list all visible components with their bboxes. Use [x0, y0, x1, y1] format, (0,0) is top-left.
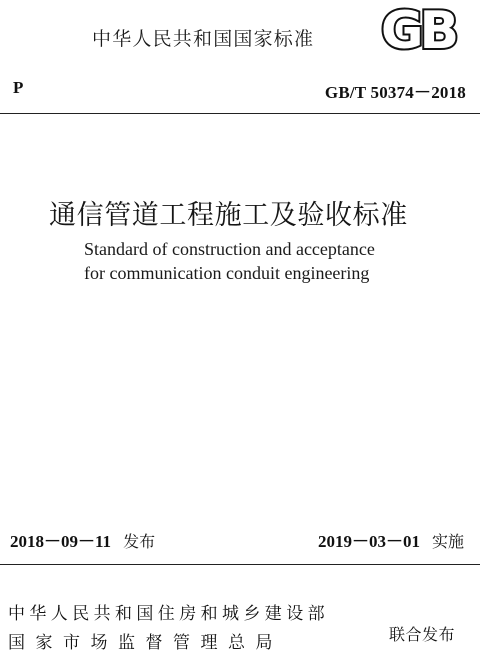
gb-logo-text: GB — [380, 4, 456, 54]
implement-date: 2019－03－01 — [317, 532, 420, 551]
implement-label: 实施 — [431, 532, 464, 551]
footer-divider — [0, 564, 480, 565]
gb-logo — [372, 4, 464, 54]
title-en-line-1: Standard of construction and acceptance — [84, 239, 375, 259]
issuer-ministry: 中华人民共和国住房和城乡建设部 — [8, 604, 329, 624]
issue-date: 2018－09－11 — [10, 532, 112, 551]
issue-label: 发布 — [123, 532, 156, 551]
classification-code: P — [13, 78, 24, 97]
national-standard-title: 中华人民共和国国家标准 — [92, 28, 315, 50]
header-divider — [0, 113, 480, 114]
title-en-line-2: for communication conduit engineering — [84, 263, 370, 283]
joint-issue-label: 联合发布 — [389, 625, 456, 644]
issue-date-block — [10, 527, 155, 552]
standard-title-english — [84, 237, 375, 285]
implement-date-block — [318, 527, 464, 552]
issuer-administration: 国家市场监督管理总局 — [8, 633, 283, 653]
standard-title-chinese: 通信管道工程施工及验收标准 — [49, 200, 408, 231]
standard-number: GB/T 50374－2018 — [324, 83, 466, 102]
